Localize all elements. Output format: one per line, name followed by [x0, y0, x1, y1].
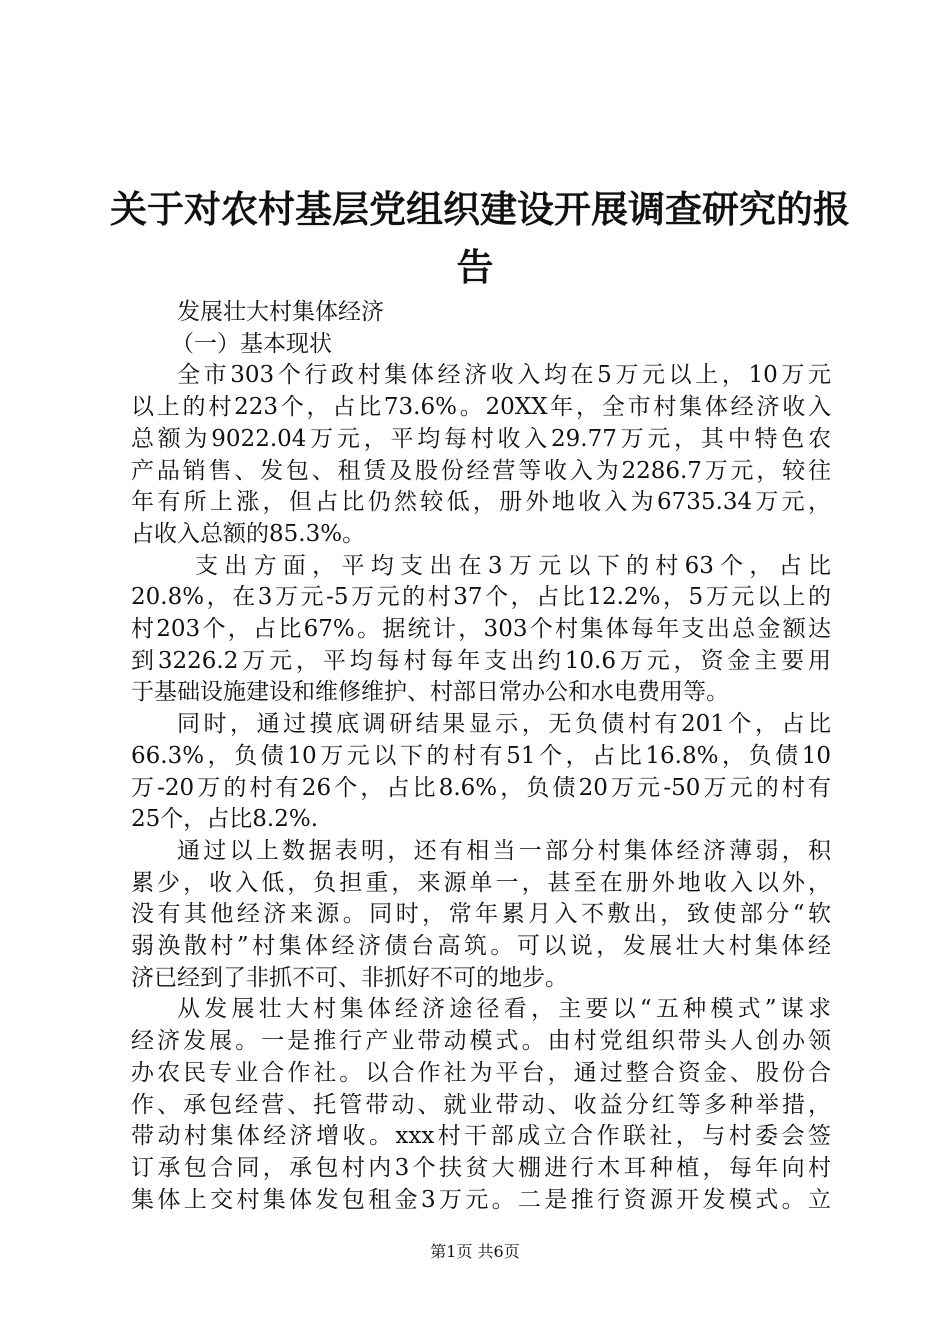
paragraph-line: 于基础设施建设和维修维护、村部日常办公和水电费用等。 — [131, 679, 729, 706]
paragraph-line: 集体上交村集体发包租金3万元。二是推行资源开发模式。立 — [131, 1186, 831, 1213]
paragraph-line: 累少，收入低，负担重，来源单一，甚至在册外地收入以外， — [131, 869, 831, 896]
paragraph-line: 总额为9022.04万元，平均每村收入29.77万元，其中特色农 — [131, 425, 831, 452]
paragraph-line: 产品销售、发包、租赁及股份经营等收入为2286.7万元，较往 — [131, 457, 831, 484]
paragraph — [131, 709, 831, 836]
paragraph-line: 作、承包经营、托管带动、就业带动、收益分红等多种举措， — [131, 1091, 831, 1118]
paragraph-line: 办农民专业合作社。以合作社为平台，通过整合资金、股份合 — [131, 1059, 831, 1086]
paragraph-line: 万-20万的村有26个，占比8.6%，负债20万元-50万元的村有 — [131, 774, 831, 801]
paragraph — [131, 360, 831, 550]
paragraph-line: 通过以上数据表明，还有相当一部分村集体经济薄弱，积 — [177, 837, 831, 864]
title-line: 告 — [456, 245, 494, 289]
document-body — [131, 297, 831, 1216]
paragraph-line: 从发展壮大村集体经济途径看，主要以“五种模式”谋求 — [177, 996, 831, 1023]
paragraph-line: 以上的村223个，占比73.6%。20XX年，全市村集体经济收入 — [131, 394, 831, 421]
paragraph-line: 全市303个行政村集体经济收入均在5万元以上，10万元 — [177, 362, 831, 389]
paragraph-line: 经济发展。一是推行产业带动模式。由村党组织带头人创办领 — [131, 1028, 831, 1055]
document-title — [110, 180, 850, 296]
title-line: 关于对农村基层党组织建设开展调查研究的报 — [110, 187, 850, 231]
paragraph-line: 支出方面，平均支出在3万元以下的村63个，占比 — [195, 552, 831, 579]
paragraph-line: 20.8%，在3万元-5万元的村37个，占比12.2%，5万元以上的 — [131, 584, 831, 611]
paragraph-line: 到3226.2万元，平均每村每年支出约10.6万元，资金主要用 — [131, 647, 831, 674]
paragraph-line: 订承包合同，承包村内3个扶贫大棚进行木耳种植，每年向村 — [131, 1154, 831, 1181]
paragraph-line: 没有其他经济来源。同时，常年累月入不敷出，致使部分“软 — [131, 901, 831, 928]
paragraph-line: 同时，通过摸底调研结果显示，无负债村有201个，占比 — [177, 711, 831, 738]
paragraph — [131, 994, 831, 1216]
paragraph-line: 济已经到了非抓不可、非抓好不可的地步。 — [131, 964, 568, 991]
paragraph-line: 占收入总额的85.3%。 — [131, 520, 366, 547]
page-footer — [0, 1242, 950, 1262]
paragraph-line: 带动村集体经济增收。xxx村干部成立合作联社，与村委会签 — [131, 1123, 831, 1150]
section-heading: 发展壮大村集体经济 — [177, 299, 384, 325]
paragraph — [131, 551, 831, 710]
paragraph-line: 年有所上涨，但占比仍然较低，册外地收入为6735.34万元， — [131, 489, 831, 516]
paragraph — [131, 836, 831, 995]
paragraph-line: 25个，占比8.2%. — [131, 806, 319, 833]
subsection-heading: （一）基本现状 — [171, 330, 332, 357]
paragraph-line: 弱涣散村”村集体经济债台高筑。可以说，发展壮大村集体经 — [131, 933, 831, 960]
paragraph-line: 村203个，占比67%。据统计，303个村集体每年支出总金额达 — [131, 616, 831, 643]
page-number: 第1页 共6页 — [430, 1242, 520, 1261]
paragraph-line: 66.3%，负债10万元以下的村有51个，占比16.8%，负债10 — [131, 742, 831, 769]
